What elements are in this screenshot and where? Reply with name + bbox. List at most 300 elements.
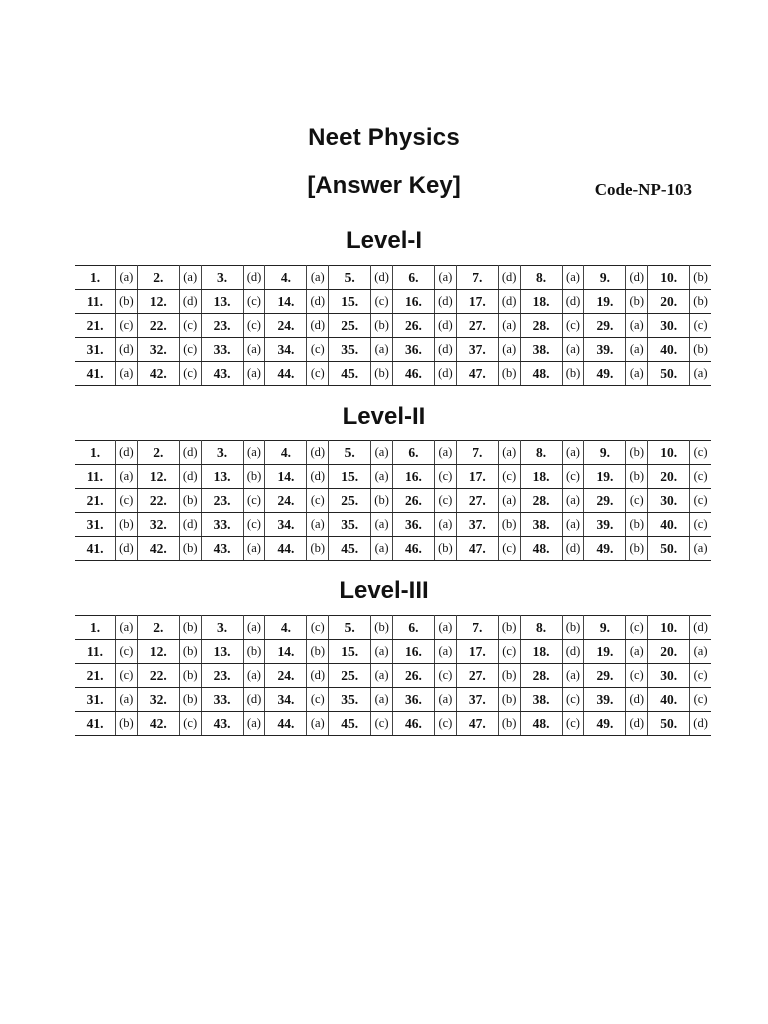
answer-option: (c) bbox=[307, 688, 329, 712]
answer-table-level-3 bbox=[75, 615, 711, 736]
answer-option: (a) bbox=[243, 537, 265, 561]
answer-option: (a) bbox=[498, 489, 520, 513]
answer-option: (d) bbox=[562, 640, 584, 664]
question-number: 14. bbox=[265, 640, 307, 664]
question-number: 23. bbox=[201, 489, 243, 513]
answer-option: (b) bbox=[371, 489, 393, 513]
question-number: 9. bbox=[584, 616, 626, 640]
question-number: 32. bbox=[137, 513, 179, 537]
answer-option: (a) bbox=[243, 362, 265, 386]
answer-option: (a) bbox=[371, 338, 393, 362]
question-number: 37. bbox=[456, 338, 498, 362]
question-number: 22. bbox=[137, 489, 179, 513]
table-row bbox=[75, 362, 711, 386]
question-number: 6. bbox=[392, 616, 434, 640]
question-number: 42. bbox=[137, 362, 179, 386]
question-number: 15. bbox=[329, 640, 371, 664]
question-number: 13. bbox=[201, 290, 243, 314]
answer-option: (a) bbox=[371, 664, 393, 688]
answer-option: (d) bbox=[626, 712, 648, 736]
answer-option: (c) bbox=[562, 688, 584, 712]
answer-option: (c) bbox=[498, 465, 520, 489]
question-number: 12. bbox=[137, 290, 179, 314]
table-row bbox=[75, 664, 711, 688]
question-number: 19. bbox=[584, 465, 626, 489]
answer-option: (a) bbox=[690, 362, 711, 386]
answer-option: (c) bbox=[434, 664, 456, 688]
answer-option: (d) bbox=[307, 664, 329, 688]
answer-option: (d) bbox=[243, 688, 265, 712]
answer-option: (c) bbox=[690, 441, 711, 465]
question-number: 13. bbox=[201, 640, 243, 664]
question-number: 21. bbox=[75, 314, 116, 338]
answer-option: (c) bbox=[116, 640, 138, 664]
answer-option: (a) bbox=[371, 465, 393, 489]
question-number: 50. bbox=[648, 362, 690, 386]
question-number: 18. bbox=[520, 290, 562, 314]
answer-option: (b) bbox=[179, 688, 201, 712]
question-number: 30. bbox=[648, 314, 690, 338]
answer-option: (b) bbox=[626, 290, 648, 314]
answer-option: (a) bbox=[116, 616, 138, 640]
answer-option: (b) bbox=[179, 537, 201, 561]
table-row bbox=[75, 266, 711, 290]
question-number: 21. bbox=[75, 489, 116, 513]
answer-option: (c) bbox=[690, 489, 711, 513]
answer-option: (a) bbox=[626, 640, 648, 664]
answer-option: (c) bbox=[626, 616, 648, 640]
answer-option: (a) bbox=[243, 338, 265, 362]
question-number: 26. bbox=[392, 664, 434, 688]
answer-option: (a) bbox=[307, 712, 329, 736]
question-number: 30. bbox=[648, 489, 690, 513]
answer-option: (c) bbox=[307, 489, 329, 513]
question-number: 20. bbox=[648, 465, 690, 489]
question-number: 47. bbox=[456, 712, 498, 736]
answer-option: (a) bbox=[371, 688, 393, 712]
question-number: 13. bbox=[201, 465, 243, 489]
question-number: 44. bbox=[265, 712, 307, 736]
answer-option: (a) bbox=[371, 513, 393, 537]
question-number: 28. bbox=[520, 664, 562, 688]
question-number: 19. bbox=[584, 290, 626, 314]
question-number: 1. bbox=[75, 441, 116, 465]
question-number: 42. bbox=[137, 712, 179, 736]
question-number: 2. bbox=[137, 266, 179, 290]
answer-option: (c) bbox=[626, 664, 648, 688]
table-row bbox=[75, 290, 711, 314]
answer-option: (d) bbox=[243, 266, 265, 290]
answer-option: (d) bbox=[116, 338, 138, 362]
question-number: 12. bbox=[137, 465, 179, 489]
question-number: 43. bbox=[201, 712, 243, 736]
answer-option: (a) bbox=[562, 441, 584, 465]
answer-option: (b) bbox=[243, 465, 265, 489]
question-number: 8. bbox=[520, 266, 562, 290]
question-number: 39. bbox=[584, 513, 626, 537]
answer-option: (b) bbox=[626, 441, 648, 465]
question-number: 29. bbox=[584, 664, 626, 688]
answer-option: (a) bbox=[434, 513, 456, 537]
table-row bbox=[75, 513, 711, 537]
question-number: 18. bbox=[520, 640, 562, 664]
answer-option: (c) bbox=[307, 338, 329, 362]
answer-option: (b) bbox=[179, 640, 201, 664]
answer-option: (c) bbox=[562, 465, 584, 489]
answer-option: (a) bbox=[562, 266, 584, 290]
answer-option: (d) bbox=[116, 441, 138, 465]
answer-table-level-2 bbox=[75, 440, 711, 561]
question-number: 3. bbox=[201, 441, 243, 465]
answer-option: (d) bbox=[179, 290, 201, 314]
answer-option: (c) bbox=[562, 712, 584, 736]
answer-option: (c) bbox=[243, 513, 265, 537]
question-number: 7. bbox=[456, 616, 498, 640]
answer-option: (a) bbox=[371, 537, 393, 561]
answer-option: (d) bbox=[307, 441, 329, 465]
question-number: 1. bbox=[75, 266, 116, 290]
answer-option: (c) bbox=[690, 465, 711, 489]
question-number: 7. bbox=[456, 441, 498, 465]
question-number: 44. bbox=[265, 362, 307, 386]
question-number: 8. bbox=[520, 616, 562, 640]
answer-option: (c) bbox=[371, 290, 393, 314]
section-heading-level-2: Level-II bbox=[342, 403, 426, 430]
answer-option: (d) bbox=[626, 688, 648, 712]
question-number: 20. bbox=[648, 290, 690, 314]
question-number: 25. bbox=[329, 314, 371, 338]
answer-option: (c) bbox=[434, 712, 456, 736]
question-number: 7. bbox=[456, 266, 498, 290]
answer-option: (d) bbox=[307, 290, 329, 314]
answer-option: (a) bbox=[434, 266, 456, 290]
answer-option: (a) bbox=[116, 465, 138, 489]
answer-option: (a) bbox=[434, 688, 456, 712]
table-row bbox=[75, 688, 711, 712]
question-number: 22. bbox=[137, 314, 179, 338]
answer-option: (a) bbox=[371, 640, 393, 664]
question-number: 43. bbox=[201, 537, 243, 561]
question-number: 37. bbox=[456, 688, 498, 712]
question-number: 3. bbox=[201, 266, 243, 290]
answer-option: (b) bbox=[562, 362, 584, 386]
question-number: 47. bbox=[456, 537, 498, 561]
question-number: 38. bbox=[520, 338, 562, 362]
question-number: 9. bbox=[584, 266, 626, 290]
table-row bbox=[75, 338, 711, 362]
answer-option: (d) bbox=[434, 338, 456, 362]
question-number: 33. bbox=[201, 513, 243, 537]
answer-option: (a) bbox=[371, 441, 393, 465]
question-number: 18. bbox=[520, 465, 562, 489]
answer-option: (d) bbox=[434, 290, 456, 314]
answer-option: (a) bbox=[562, 513, 584, 537]
answer-option: (b) bbox=[307, 537, 329, 561]
question-number: 2. bbox=[137, 616, 179, 640]
section-heading-level-3: Level-III bbox=[339, 577, 429, 604]
question-number: 49. bbox=[584, 362, 626, 386]
question-number: 32. bbox=[137, 338, 179, 362]
question-number: 31. bbox=[75, 513, 116, 537]
answer-option: (d) bbox=[307, 465, 329, 489]
question-number: 9. bbox=[584, 441, 626, 465]
answer-option: (b) bbox=[498, 362, 520, 386]
answer-option: (c) bbox=[371, 712, 393, 736]
answer-option: (d) bbox=[307, 314, 329, 338]
question-number: 33. bbox=[201, 338, 243, 362]
question-number: 36. bbox=[392, 513, 434, 537]
answer-option: (a) bbox=[307, 513, 329, 537]
question-number: 10. bbox=[648, 441, 690, 465]
question-number: 14. bbox=[265, 290, 307, 314]
answer-option: (a) bbox=[626, 338, 648, 362]
question-number: 49. bbox=[584, 537, 626, 561]
answer-option: (a) bbox=[243, 616, 265, 640]
question-number: 27. bbox=[456, 664, 498, 688]
question-number: 45. bbox=[329, 537, 371, 561]
question-number: 2. bbox=[137, 441, 179, 465]
table-row bbox=[75, 489, 711, 513]
question-number: 28. bbox=[520, 489, 562, 513]
answer-option: (d) bbox=[498, 290, 520, 314]
answer-option: (b) bbox=[243, 640, 265, 664]
answer-option: (d) bbox=[179, 465, 201, 489]
answer-option: (b) bbox=[626, 513, 648, 537]
answer-option: (c) bbox=[498, 640, 520, 664]
answer-option: (a) bbox=[498, 314, 520, 338]
document-title: Neet Physics bbox=[308, 124, 460, 151]
answer-option: (d) bbox=[434, 314, 456, 338]
question-number: 24. bbox=[265, 489, 307, 513]
answer-option: (b) bbox=[626, 465, 648, 489]
question-number: 14. bbox=[265, 465, 307, 489]
question-number: 5. bbox=[329, 616, 371, 640]
answer-option: (d) bbox=[116, 537, 138, 561]
answer-option: (a) bbox=[434, 616, 456, 640]
question-number: 48. bbox=[520, 362, 562, 386]
question-number: 36. bbox=[392, 338, 434, 362]
question-number: 6. bbox=[392, 441, 434, 465]
question-number: 27. bbox=[456, 314, 498, 338]
question-number: 38. bbox=[520, 513, 562, 537]
answer-option: (a) bbox=[434, 441, 456, 465]
question-number: 6. bbox=[392, 266, 434, 290]
question-number: 4. bbox=[265, 616, 307, 640]
question-number: 12. bbox=[137, 640, 179, 664]
question-number: 17. bbox=[456, 640, 498, 664]
answer-option: (d) bbox=[690, 616, 711, 640]
answer-option: (b) bbox=[116, 513, 138, 537]
question-number: 11. bbox=[75, 290, 116, 314]
question-number: 15. bbox=[329, 465, 371, 489]
question-number: 34. bbox=[265, 338, 307, 362]
question-number: 32. bbox=[137, 688, 179, 712]
question-number: 45. bbox=[329, 712, 371, 736]
answer-option: (c) bbox=[179, 712, 201, 736]
answer-option: (a) bbox=[116, 688, 138, 712]
answer-option: (b) bbox=[498, 513, 520, 537]
question-number: 45. bbox=[329, 362, 371, 386]
answer-option: (d) bbox=[562, 290, 584, 314]
answer-option: (b) bbox=[179, 664, 201, 688]
question-number: 38. bbox=[520, 688, 562, 712]
question-number: 36. bbox=[392, 688, 434, 712]
question-number: 5. bbox=[329, 266, 371, 290]
question-number: 40. bbox=[648, 338, 690, 362]
question-number: 5. bbox=[329, 441, 371, 465]
answer-option: (c) bbox=[690, 513, 711, 537]
answer-option: (a) bbox=[626, 314, 648, 338]
answer-option: (b) bbox=[307, 640, 329, 664]
question-number: 46. bbox=[392, 537, 434, 561]
answer-option: (a) bbox=[498, 441, 520, 465]
answer-option: (a) bbox=[626, 362, 648, 386]
question-number: 46. bbox=[392, 362, 434, 386]
answer-option: (c) bbox=[243, 290, 265, 314]
question-number: 49. bbox=[584, 712, 626, 736]
question-number: 24. bbox=[265, 664, 307, 688]
answer-option: (c) bbox=[179, 314, 201, 338]
table-row bbox=[75, 616, 711, 640]
question-number: 42. bbox=[137, 537, 179, 561]
answer-option: (b) bbox=[434, 537, 456, 561]
question-number: 50. bbox=[648, 712, 690, 736]
question-number: 37. bbox=[456, 513, 498, 537]
question-number: 19. bbox=[584, 640, 626, 664]
answer-option: (b) bbox=[690, 266, 711, 290]
question-number: 41. bbox=[75, 712, 116, 736]
answer-option: (a) bbox=[243, 712, 265, 736]
table-row bbox=[75, 314, 711, 338]
answer-option: (a) bbox=[243, 441, 265, 465]
question-number: 11. bbox=[75, 640, 116, 664]
answer-option: (b) bbox=[626, 537, 648, 561]
answer-option: (c) bbox=[626, 489, 648, 513]
question-number: 46. bbox=[392, 712, 434, 736]
answer-option: (c) bbox=[434, 489, 456, 513]
document-subtitle: [Answer Key] bbox=[307, 172, 461, 199]
question-number: 44. bbox=[265, 537, 307, 561]
question-number: 15. bbox=[329, 290, 371, 314]
question-number: 25. bbox=[329, 664, 371, 688]
question-number: 35. bbox=[329, 688, 371, 712]
paper-code: Code-NP-103 bbox=[594, 180, 692, 199]
answer-option: (c) bbox=[179, 338, 201, 362]
answer-option: (d) bbox=[371, 266, 393, 290]
answer-option: (a) bbox=[498, 338, 520, 362]
answer-option: (c) bbox=[116, 489, 138, 513]
question-number: 4. bbox=[265, 441, 307, 465]
answer-option: (c) bbox=[498, 537, 520, 561]
question-number: 29. bbox=[584, 489, 626, 513]
answer-option: (d) bbox=[690, 712, 711, 736]
question-number: 39. bbox=[584, 688, 626, 712]
question-number: 40. bbox=[648, 513, 690, 537]
answer-option: (b) bbox=[371, 362, 393, 386]
answer-option: (b) bbox=[179, 489, 201, 513]
answer-option: (a) bbox=[562, 664, 584, 688]
question-number: 10. bbox=[648, 616, 690, 640]
question-number: 17. bbox=[456, 465, 498, 489]
question-number: 26. bbox=[392, 314, 434, 338]
question-number: 26. bbox=[392, 489, 434, 513]
answer-option: (a) bbox=[562, 338, 584, 362]
answer-option: (c) bbox=[434, 465, 456, 489]
answer-option: (c) bbox=[116, 314, 138, 338]
answer-option: (a) bbox=[562, 489, 584, 513]
answer-option: (a) bbox=[116, 266, 138, 290]
answer-option: (d) bbox=[498, 266, 520, 290]
question-number: 41. bbox=[75, 537, 116, 561]
answer-option: (d) bbox=[179, 513, 201, 537]
answer-option: (d) bbox=[179, 441, 201, 465]
answer-option: (d) bbox=[626, 266, 648, 290]
question-number: 35. bbox=[329, 338, 371, 362]
answer-option: (b) bbox=[116, 712, 138, 736]
question-number: 40. bbox=[648, 688, 690, 712]
question-number: 25. bbox=[329, 489, 371, 513]
question-number: 41. bbox=[75, 362, 116, 386]
question-number: 35. bbox=[329, 513, 371, 537]
answer-option: (c) bbox=[116, 664, 138, 688]
question-number: 16. bbox=[392, 465, 434, 489]
answer-option: (c) bbox=[307, 616, 329, 640]
answer-option: (b) bbox=[116, 290, 138, 314]
question-number: 11. bbox=[75, 465, 116, 489]
question-number: 31. bbox=[75, 338, 116, 362]
answer-option: (a) bbox=[434, 640, 456, 664]
question-number: 28. bbox=[520, 314, 562, 338]
answer-option: (a) bbox=[307, 266, 329, 290]
table-row bbox=[75, 712, 711, 736]
table-row bbox=[75, 465, 711, 489]
question-number: 3. bbox=[201, 616, 243, 640]
answer-option: (c) bbox=[307, 362, 329, 386]
table-row bbox=[75, 640, 711, 664]
answer-table-level-1 bbox=[75, 265, 711, 386]
question-number: 34. bbox=[265, 688, 307, 712]
question-number: 50. bbox=[648, 537, 690, 561]
answer-option: (b) bbox=[498, 688, 520, 712]
answer-option: (c) bbox=[243, 314, 265, 338]
table-row bbox=[75, 441, 711, 465]
question-number: 17. bbox=[456, 290, 498, 314]
answer-option: (b) bbox=[371, 616, 393, 640]
question-number: 4. bbox=[265, 266, 307, 290]
question-number: 1. bbox=[75, 616, 116, 640]
question-number: 16. bbox=[392, 290, 434, 314]
answer-option: (b) bbox=[498, 616, 520, 640]
answer-option: (a) bbox=[116, 362, 138, 386]
question-number: 34. bbox=[265, 513, 307, 537]
answer-option: (b) bbox=[179, 616, 201, 640]
answer-option: (b) bbox=[498, 664, 520, 688]
question-number: 16. bbox=[392, 640, 434, 664]
question-number: 24. bbox=[265, 314, 307, 338]
answer-option: (b) bbox=[690, 290, 711, 314]
answer-option: (a) bbox=[243, 664, 265, 688]
question-number: 43. bbox=[201, 362, 243, 386]
question-number: 30. bbox=[648, 664, 690, 688]
question-number: 20. bbox=[648, 640, 690, 664]
question-number: 21. bbox=[75, 664, 116, 688]
answer-option: (c) bbox=[562, 314, 584, 338]
question-number: 23. bbox=[201, 664, 243, 688]
answer-option: (c) bbox=[179, 362, 201, 386]
answer-option: (a) bbox=[179, 266, 201, 290]
question-number: 48. bbox=[520, 712, 562, 736]
answer-option: (b) bbox=[498, 712, 520, 736]
